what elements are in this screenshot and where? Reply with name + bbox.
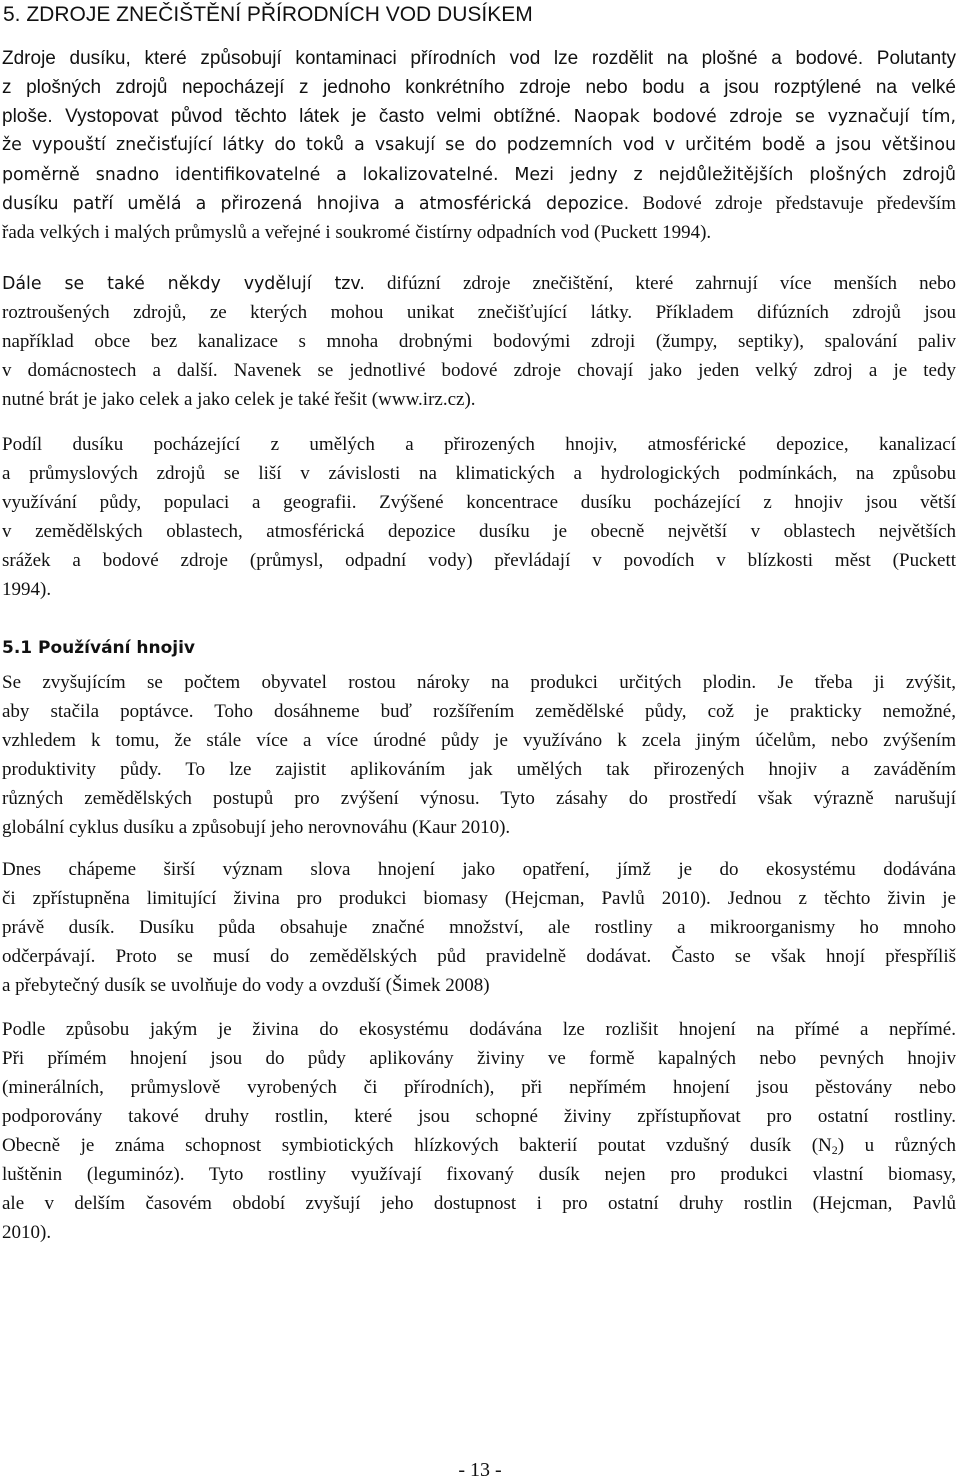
text-line <box>2 160 956 189</box>
text-span: využívání půdy, populaci a geografii. <box>2 492 357 513</box>
text-span: Naopak bodové zdroje se vyznačují tím, <box>561 107 956 127</box>
text-span: ) u různých <box>837 1135 956 1156</box>
text-span: roztroušených zdrojů, ze kterých mohou unikat znečišťující látky. <box>2 302 633 323</box>
text-span: Mezi jedny z nejdůležitějších plošných zdrojů <box>498 165 956 185</box>
chapter-heading: 5. ZDROJE ZNEČIŠTĚNÍ PŘÍRODNÍCH VOD DUSÍKEM <box>3 3 533 26</box>
text-span: difúzní zdroje znečištění, které zahrnují více menších nebo <box>364 273 957 294</box>
text-line: 2010). <box>2 1222 52 1243</box>
text-span: Zvýšené koncentrace dusíku pocházející z hnojiv jsou větší <box>356 492 956 513</box>
text-line: v zemědělských oblastech, atmosférická depozice dusíku je obecně největší v oblastech největších <box>2 521 956 542</box>
text-line: vzhledem k tomu, že stále více a více úrodné půdy je využíváno k zcela jiným účelům, nebo zvýšením <box>2 730 956 751</box>
text-line: právě dusík. Dusíku půda obsahuje značné množství, ale rostliny a mikroorganismy ho mnoho <box>2 917 956 938</box>
text-line: například obce bez kanalizace s mnoha drobnými bodovými zdroji (žumpy, septiky), spalování paliv <box>2 331 956 352</box>
text-line: z plošných zdrojů nepocházejí z jednoho konkrétního zdroje nebo bodu a jsou rozptýlené na velké <box>2 77 956 98</box>
text-line: luštěnin (leguminóz). Tyto rostliny využívají fixovaný dusík nejen pro produkci vlastní biomasy, <box>2 1164 956 1185</box>
text-line: či zpřístupněna limitující živina pro produkci biomasy (Hejcman, Pavlů 2010). Jednou z těchto živin je <box>2 888 956 909</box>
page-number: - 13 - <box>458 1459 502 1481</box>
text-span: Toho dosáhneme buď rozšířením zemědělské půdy, což je prakticky nemožné, <box>193 701 956 722</box>
text-line: a průmyslových zdrojů se liší v závislosti na klimatických a hydrologických podmínkách, na způsobu <box>2 463 956 484</box>
paragraph-sources-overview <box>2 44 956 247</box>
text-line <box>2 488 956 517</box>
text-line: (minerálních, průmyslově vyrobených či přírodních), při nepřímém hnojení jsou pěstovány nebo <box>2 1077 956 1098</box>
text-line <box>2 697 956 726</box>
text-line: globální cyklus dusíku a způsobují jeho nerovnováhu (Kaur 2010). <box>2 817 511 838</box>
text-line <box>2 102 956 131</box>
paragraph-diffuse-sources <box>2 269 956 414</box>
text-line: podporovány takové druhy rostlin, které jsou schopné živiny zpřístupňovat pro ostatní rostliny. <box>2 1106 956 1127</box>
text-line <box>2 356 956 385</box>
text-line: Se zvyšujícím se počtem obyvatel rostou nároky na produkci určitých plodin. Je třeba ji zvýšit, <box>2 672 956 693</box>
text-span: aby stačila poptávce. <box>2 701 194 722</box>
text-line: Zdroje dusíku, které způsobují kontaminaci přírodních vod lze rozdělit na plošné a bodové. Polutanty <box>2 48 956 69</box>
text-line: Podíl dusíku pocházející z umělých a přirozených hnojiv, atmosférické depozice, kanalizací <box>2 434 956 455</box>
text-line: ale v delším časovém období zvyšují jeho dostupnost i pro ostatní druhy rostlin (Hejcman, Pavlů <box>2 1193 956 1214</box>
text-span: Obecně je známa schopnost symbiotických hlízkových bakterií poutat vzdušný dusík (N <box>2 1135 832 1156</box>
text-line: různých zemědělských postupů pro zvýšení výnosu. Tyto zásahy do prostředí však výrazně narušují <box>2 788 956 809</box>
paragraph-direct-indirect <box>2 1015 956 1247</box>
text-span: dusíku patří umělá a přirozená hnojiva a atmosférická depozice. <box>2 194 630 214</box>
text-line: Podle způsobu jakým je živina do ekosystému dodávána lze rozlišit hnojení na přímé a nepřímé. <box>2 1019 956 1040</box>
text-span: Navenek se jednotlivé bodové zdroje chovají jako jeden velký zdroj a je tedy <box>217 360 956 381</box>
text-line: produktivity půdy. To lze zajistit aplikováním jak umělých tak přirozených hnojiv a zaváděním <box>2 759 956 780</box>
text-span: poměrně snadno identifikovatelné a lokalizovatelné. <box>2 165 499 185</box>
subscript: 2 <box>831 1143 838 1157</box>
paragraph-fertilizer-use <box>2 668 956 842</box>
text-line <box>2 189 956 218</box>
text-line: nutné brát je jako celek a jako celek je také řešit (www.irz.cz). <box>2 389 476 410</box>
text-span: ploše. Vystopovat původ těchto látek je často velmi obtížné. <box>2 106 562 127</box>
text-line <box>2 1131 956 1160</box>
text-line <box>2 269 956 298</box>
text-line: 1994). <box>2 579 52 600</box>
text-span: Dále se také někdy vydělují tzv. <box>2 274 365 294</box>
text-line <box>2 298 956 327</box>
text-line: a přebytečný dusík se uvolňuje do vody a ovzduší (Šimek 2008) <box>2 975 490 996</box>
text-span: Příkladem difúzních zdrojů jsou <box>632 302 957 323</box>
text-line: srážek a bodové zdroje (průmysl, odpadní vody) převládají v povodích v blízkosti měst (Puckett <box>2 550 956 571</box>
text-line: odčerpávají. Proto se musí do zemědělských půd pravidelně dodávat. Často se však hnojí přespříliš <box>2 946 956 967</box>
text-line: že vypouští znečisťující látky do toků a vsakují se do podzemních vod v určitém bodě a jsou většinou <box>2 135 956 155</box>
text-line: Dnes chápeme širší význam slova hnojení jako opatření, jímž je do ekosystému dodávána <box>2 859 956 880</box>
text-line: řada velkých i malých průmyslů a veřejné i soukromé čistírny odpadních vod (Puckett 1994). <box>2 222 712 243</box>
text-span: v domácnostech a další. <box>2 360 218 381</box>
section-heading: 5.1 Používání hnojiv <box>2 638 196 658</box>
text-line: Při přímém hnojení jsou do půdy aplikovány živiny ve formě kapalných nebo pevných hnojiv <box>2 1048 956 1069</box>
paragraph-nitrogen-share <box>2 430 956 604</box>
text-span: Bodové zdroje představuje především <box>629 193 956 214</box>
paragraph-fertilization-meaning <box>2 855 956 1000</box>
